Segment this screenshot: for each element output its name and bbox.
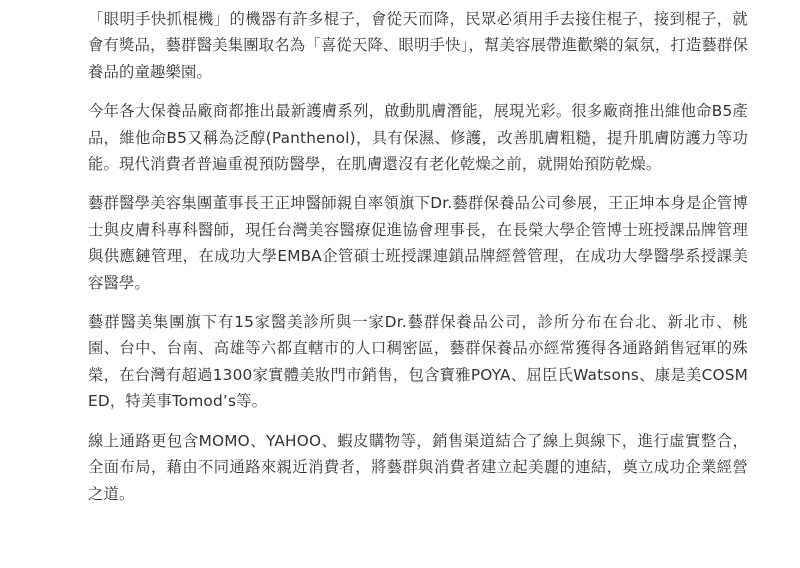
article-paragraph-4: 藝群醫美集團旗下有15家醫美診所與一家Dr.藝群保養品公司，診所分布在台北、新北市、桃園、台中、台南、高雄等六都直轄市的人口稠密區，藝群保養品亦經常獲得各通路銷售冠軍的殊榮，在台灣有超過1300家實體美妝門市銷售，包含寶雅POYA、屈臣氏Watsons、康是美COSMED，特美事Tomod’s等。 (88, 313, 748, 411)
article-paragraph-5: 線上通路更包含MOMO、YAHOO、蝦皮購物等，銷售渠道結合了線上與線下，進行虛實整合，全面布局，藉由不同通路來親近消費者，將藝群與消費者建立起美麗的連結，奠立成功企業經營之道。 (88, 431, 748, 503)
article-paragraph-1: 「眼明手快抓棍機」的機器有許多棍子，會從天而降，民眾必須用手去接住棍子，接到棍子，就會有獎品，藝群醫美集團取名為「喜從天降、眼明手快」，幫美容展帶進歡樂的氣氛，打造藝群保養品的童趣樂園。 (88, 10, 748, 81)
article-paragraph-3: 藝群醫學美容集團董事長王正坤醫師親自率領旗下Dr.藝群保養品公司參展，王正坤本身是企管博士與皮膚科專科醫師，現任台灣美容醫療促進協會理事長，在長榮大學企管博士班授課品牌管理與供應鏈管理，在成功大學EMBA企管碩士班授課連鎖品牌經營管理，在成功大學醫學系授課美容醫學。 (88, 194, 748, 292)
article-body (88, 6, 748, 520)
article-paragraph-2: 今年各大保養品廠商都推出最新護膚系列，啟動肌膚潛能，展現光彩。很多廠商推出維他命B5產品，維他命B5又稱為泛醇(Panthenol)，具有保濕、修護，改善肌膚粗糙，提升肌膚防護力等功能。現代消費者普遍重視預防醫學，在肌膚還沒有老化乾燥之前，就開始預防乾燥。 (88, 102, 748, 174)
